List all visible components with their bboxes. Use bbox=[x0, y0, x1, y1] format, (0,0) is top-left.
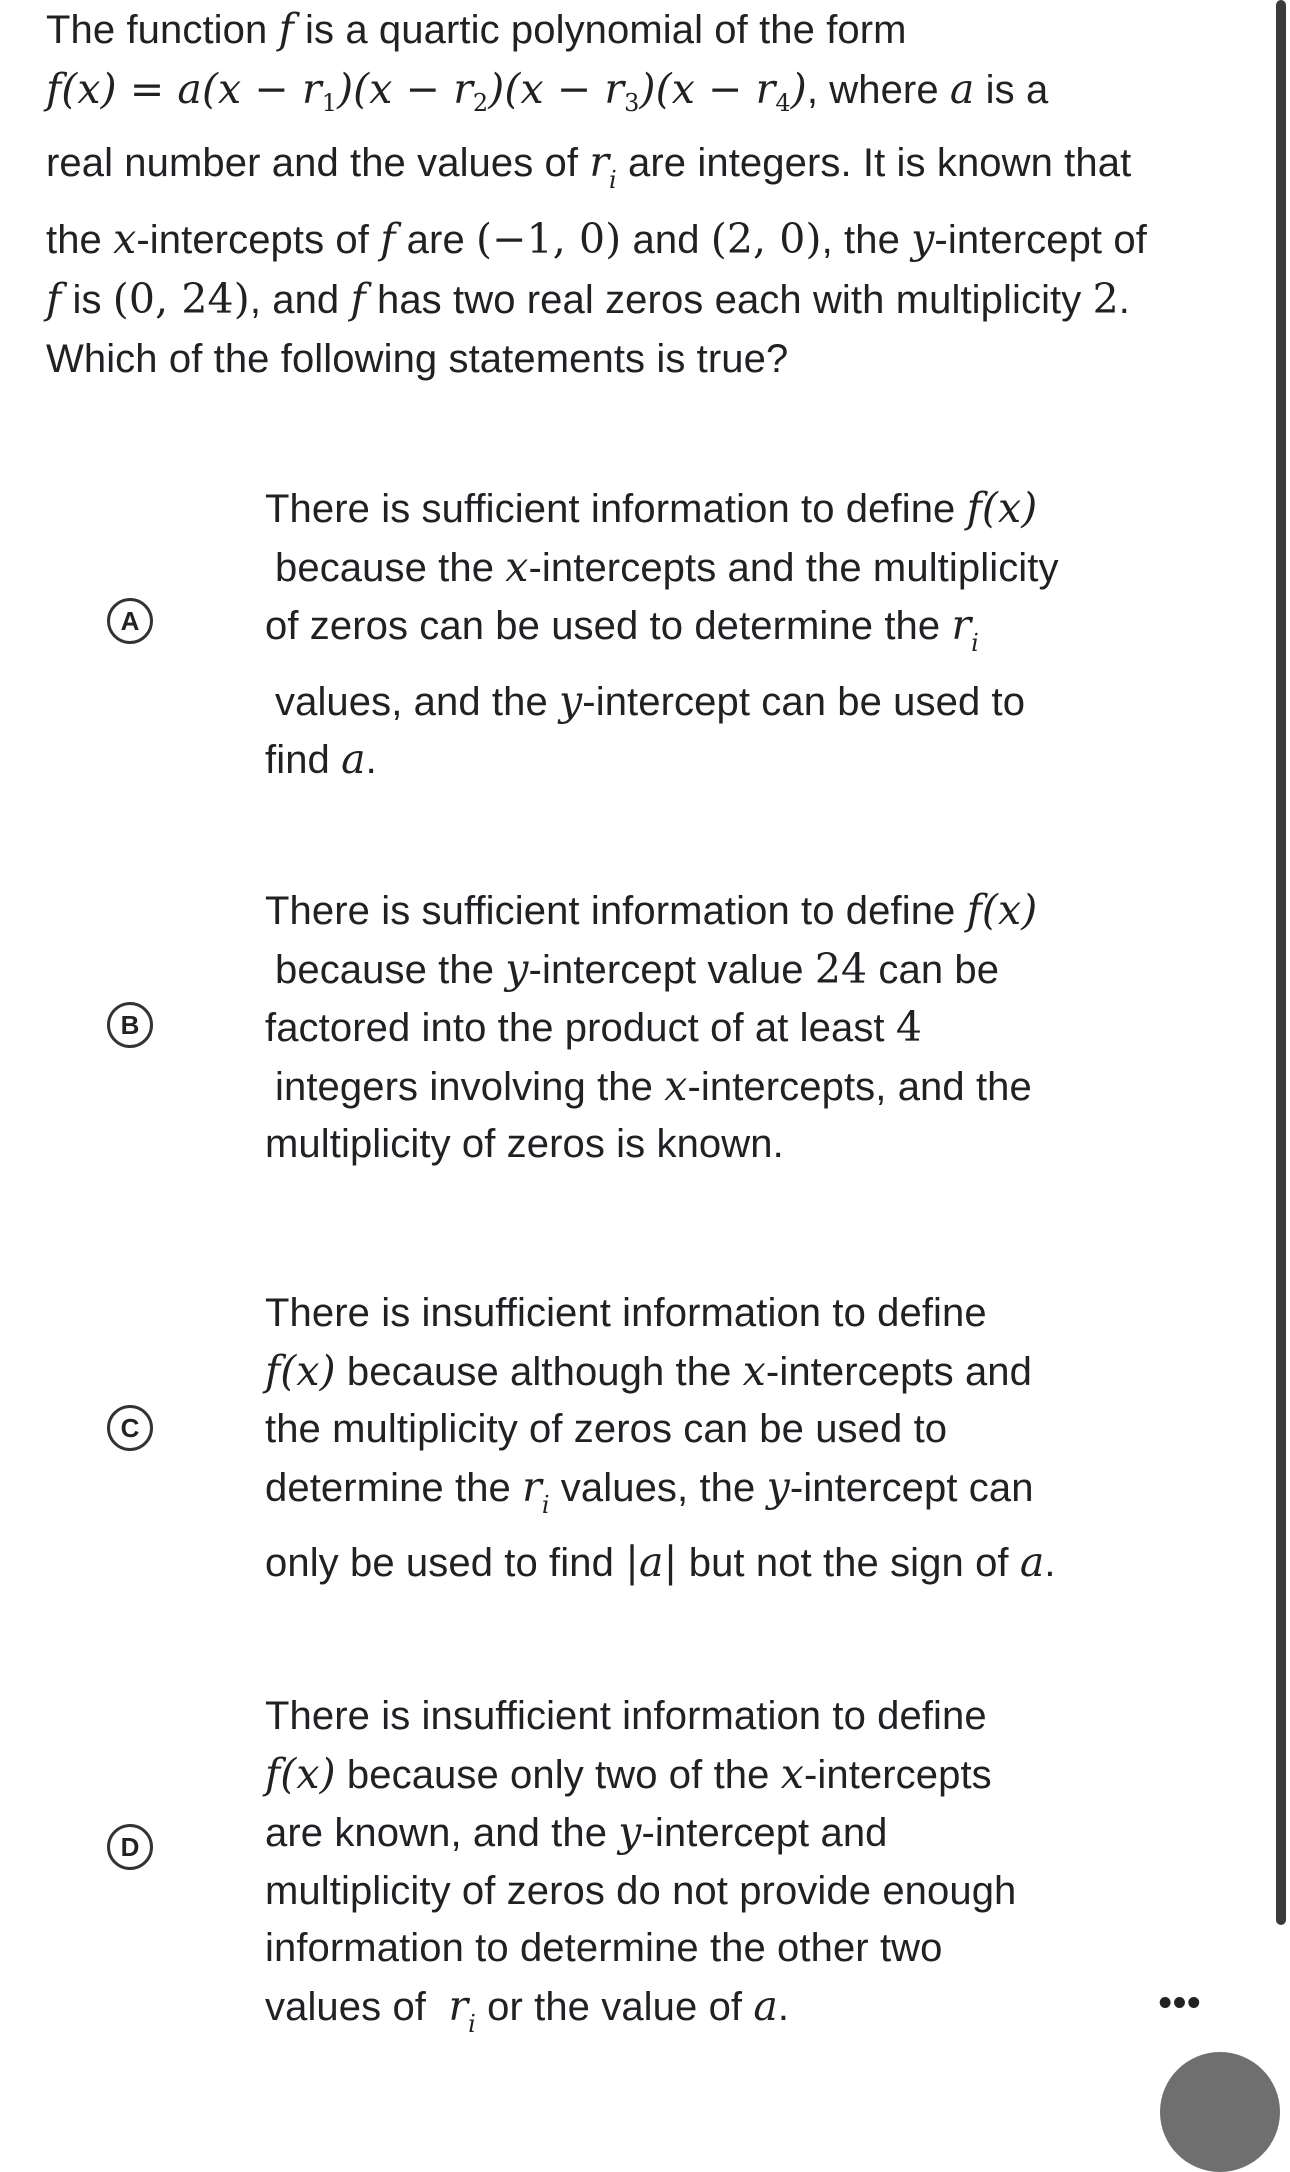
choice-line bbox=[265, 941, 1165, 1000]
choice-text: because although the bbox=[335, 1349, 743, 1394]
math-subscript: i bbox=[609, 166, 617, 194]
math-x: x bbox=[505, 542, 529, 591]
math-abs-a: |a| bbox=[625, 1538, 678, 1586]
stem-text: . bbox=[1118, 278, 1130, 322]
math-subscript: 2 bbox=[472, 89, 489, 117]
math-subscript: i bbox=[468, 2009, 476, 2038]
stem-text: is bbox=[61, 278, 113, 322]
math-y: y bbox=[766, 1462, 790, 1511]
stem-text: is a quartic polynomial of the form bbox=[293, 8, 907, 52]
choice-text: -intercept and bbox=[641, 1811, 888, 1855]
choice-line: the multiplicity of zeros can be used to bbox=[265, 1407, 948, 1451]
choice-text: -intercept value bbox=[528, 947, 815, 992]
choice-letter-d[interactable]: D bbox=[107, 1824, 153, 1870]
stem-text: -intercept of bbox=[934, 218, 1147, 262]
choice-a[interactable] bbox=[0, 480, 1290, 783]
choice-text: of zeros can be used to determine the bbox=[265, 604, 952, 648]
choice-text: values of bbox=[265, 1984, 449, 2029]
choice-text: values, the bbox=[549, 1465, 767, 1510]
choice-text: -intercepts and the multiplicity bbox=[528, 545, 1059, 590]
choice-c[interactable] bbox=[0, 1285, 1290, 1585]
choice-text: are known, and the bbox=[265, 1811, 619, 1855]
choice-letter-a[interactable]: A bbox=[107, 598, 153, 644]
choice-line bbox=[265, 731, 1165, 790]
math-number: 24 bbox=[814, 944, 868, 993]
choice-line bbox=[265, 882, 1165, 941]
choice-line bbox=[265, 1058, 1165, 1117]
choice-text: because only two of the bbox=[335, 1752, 781, 1797]
stem-equation-line bbox=[46, 60, 1216, 133]
math-y: y bbox=[505, 944, 529, 993]
math-fx: f(x) bbox=[265, 1346, 336, 1395]
choice-line: multiplicity of zeros is known. bbox=[265, 1122, 784, 1166]
math-f: f bbox=[350, 275, 366, 323]
floating-action-button[interactable] bbox=[1160, 2052, 1280, 2172]
stem-text: the bbox=[46, 218, 114, 262]
math-subscript: 4 bbox=[775, 89, 791, 117]
math-r: r bbox=[448, 1981, 469, 2030]
choice-text: There is sufficient information to define bbox=[265, 889, 967, 933]
math-fx: f(x) bbox=[966, 886, 1038, 934]
stem-text: are integers. It is known that bbox=[616, 141, 1132, 185]
choice-text: because the bbox=[275, 947, 506, 992]
math-number: 4 bbox=[895, 1003, 923, 1051]
math-subscript: i bbox=[541, 1490, 550, 1519]
choice-b-text bbox=[265, 882, 1165, 1174]
stem-text: is a bbox=[974, 68, 1049, 112]
math-a: a bbox=[341, 735, 366, 783]
math-number: 2 bbox=[1092, 275, 1119, 323]
math-fx: f(x) bbox=[265, 1749, 336, 1798]
choice-line: multiplicity of zeros do not provide enough bbox=[265, 1868, 1017, 1913]
choice-line bbox=[265, 1746, 1165, 1805]
stem-text: has two real zeros each with multiplicity bbox=[365, 278, 1093, 322]
stem-text: real number and the values of bbox=[46, 141, 590, 185]
stem-text: , and bbox=[249, 278, 351, 322]
choice-text: -intercepts bbox=[803, 1752, 992, 1797]
math-x: x bbox=[664, 1061, 688, 1110]
choice-line bbox=[265, 1804, 1165, 1863]
more-horizontal-icon[interactable]: ••• bbox=[1158, 1981, 1202, 2024]
math-subscript: 1 bbox=[321, 89, 338, 117]
choice-a-text bbox=[265, 480, 1165, 790]
math-y: y bbox=[911, 215, 935, 263]
scrollbar[interactable] bbox=[1276, 0, 1286, 1925]
math-equation: )(x − r bbox=[337, 65, 473, 113]
choice-line bbox=[265, 1978, 1165, 2054]
stem-text: and bbox=[621, 218, 711, 262]
choice-text: values, and the bbox=[275, 679, 560, 724]
math-subscript: 3 bbox=[624, 89, 640, 117]
math-equation: )(x − r bbox=[639, 65, 776, 113]
choice-line: There is insufficient information to define bbox=[265, 1291, 987, 1335]
choice-line bbox=[265, 539, 1165, 598]
math-f: f bbox=[46, 275, 62, 323]
choice-text: integers involving the bbox=[275, 1064, 665, 1109]
choice-line bbox=[265, 1459, 1165, 1535]
choice-d-text bbox=[265, 1688, 1165, 2053]
stem-line bbox=[46, 133, 1216, 210]
math-y: y bbox=[618, 1808, 642, 1856]
stem-text: -intercepts of bbox=[136, 218, 381, 262]
choice-text: -intercepts, and the bbox=[687, 1064, 1032, 1109]
choice-text: . bbox=[777, 1984, 790, 2029]
choice-text: . bbox=[365, 738, 377, 782]
choice-line: There is insufficient information to define bbox=[265, 1694, 987, 1738]
math-fx: f(x) bbox=[966, 484, 1038, 532]
math-equation: ) bbox=[790, 65, 807, 113]
choice-line bbox=[265, 1343, 1165, 1402]
choice-c-text bbox=[265, 1285, 1165, 1593]
choice-line bbox=[265, 673, 1165, 732]
math-a: a bbox=[1019, 1538, 1045, 1586]
choice-line bbox=[265, 480, 1165, 539]
choice-text: . bbox=[1044, 1541, 1056, 1585]
math-x: x bbox=[780, 1749, 804, 1798]
choice-text: factored into the product of at least bbox=[265, 1006, 896, 1050]
math-f: f bbox=[380, 215, 396, 263]
math-subscript: i bbox=[971, 629, 979, 657]
stem-text: are bbox=[395, 218, 477, 262]
choice-d[interactable] bbox=[0, 1688, 1290, 2038]
stem-line bbox=[46, 270, 1216, 330]
math-a: a bbox=[753, 1981, 778, 2030]
choice-line bbox=[265, 597, 1165, 673]
choice-text: There is sufficient information to define bbox=[265, 487, 967, 531]
math-r: r bbox=[589, 138, 610, 186]
choice-letter-c[interactable]: C bbox=[107, 1405, 153, 1451]
choice-text: or the value of bbox=[475, 1984, 754, 2029]
choice-text: -intercept can be used to bbox=[582, 679, 1026, 724]
choice-text: because the bbox=[275, 545, 506, 590]
stem-line bbox=[46, 210, 1216, 270]
stem-text: , where bbox=[806, 68, 950, 112]
choice-text: determine the bbox=[265, 1465, 523, 1510]
stem-text: , the bbox=[821, 218, 912, 262]
choice-line: information to determine the other two bbox=[265, 1926, 943, 1970]
choice-letter-b[interactable]: B bbox=[107, 1002, 153, 1048]
math-point: (2, 0) bbox=[710, 215, 822, 263]
math-r: r bbox=[522, 1462, 542, 1511]
math-f: f bbox=[278, 5, 294, 53]
math-equation: )(x − r bbox=[488, 65, 625, 113]
question-stem bbox=[46, 0, 1216, 389]
math-equation: f(x) = a(x − r bbox=[46, 65, 322, 113]
math-a: a bbox=[949, 65, 975, 113]
choice-b[interactable] bbox=[0, 882, 1290, 1182]
choice-text: but not the sign of bbox=[677, 1541, 1020, 1585]
choice-text: -intercepts and bbox=[765, 1349, 1032, 1394]
math-y: y bbox=[559, 676, 583, 725]
math-point: (−1, 0) bbox=[476, 215, 622, 263]
choice-text: only be used to find bbox=[265, 1541, 626, 1585]
math-x: x bbox=[742, 1346, 766, 1395]
choice-text: can be bbox=[867, 947, 1000, 992]
stem-text: The function bbox=[46, 8, 279, 52]
stem-line bbox=[46, 0, 1216, 60]
choice-line bbox=[265, 1534, 1165, 1593]
math-r: r bbox=[951, 601, 972, 649]
choice-text: -intercept can bbox=[789, 1465, 1034, 1510]
math-x: x bbox=[113, 215, 137, 263]
choice-text: find bbox=[265, 738, 342, 782]
math-point: (0, 24) bbox=[112, 275, 250, 323]
choice-line bbox=[265, 999, 1165, 1058]
stem-prompt: Which of the following statements is true? bbox=[46, 337, 789, 381]
